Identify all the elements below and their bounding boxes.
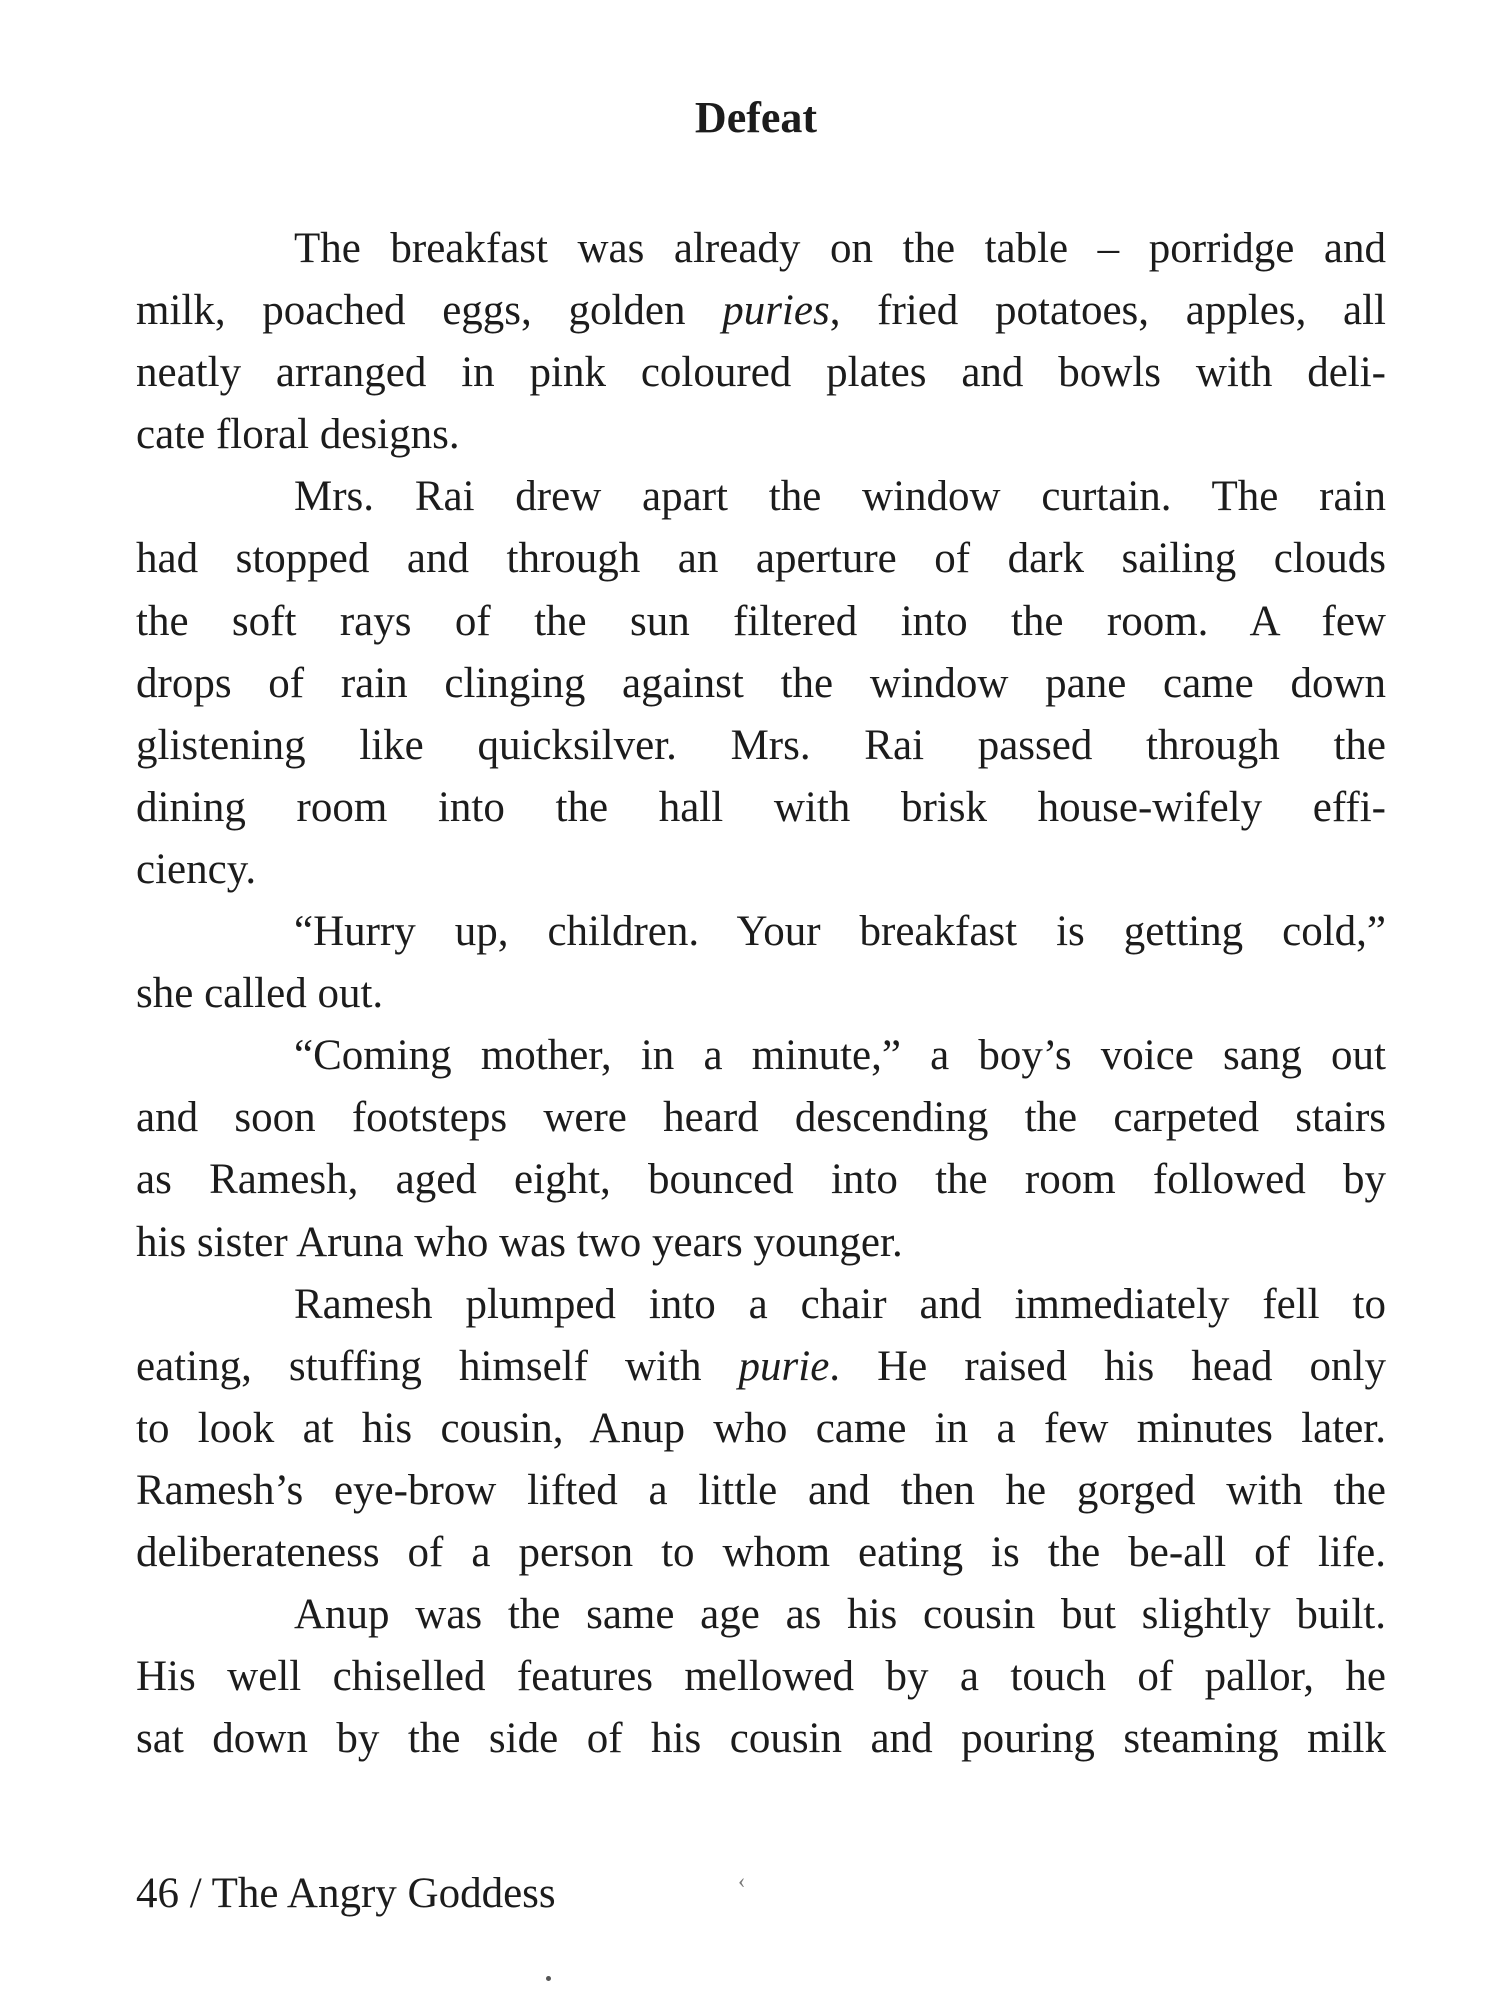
- text-line: eating, stuffing himself with purie. He raised his head only: [136, 1342, 1387, 1390]
- text-line: the soft rays of the sun filtered into the room. A few: [136, 597, 1386, 645]
- text-line: had stopped and through an aperture of dark sailing clouds: [136, 535, 1386, 583]
- text-line: glistening like quicksilver. Mrs. Rai passed through the: [136, 721, 1386, 769]
- text-line: sat down by the side of his cousin and pouring steaming milk: [136, 1715, 1386, 1763]
- text-line: Anup was the same age as his cousin but slightly built.: [294, 1591, 1386, 1639]
- chapter-title: Defeat: [694, 93, 818, 142]
- scan-speck: ‹: [738, 1868, 746, 1893]
- text-line: she called out.: [136, 970, 384, 1018]
- text-line: “Coming mother, in a minute,” a boy’s voice sang out: [294, 1032, 1386, 1080]
- text-line: neatly arranged in pink coloured plates and bowls with deli-: [136, 349, 1386, 397]
- text-line: to look at his cousin, Anup who came in a few minutes later.: [136, 1404, 1386, 1452]
- text-line: The breakfast was already on the table – porridge and: [294, 225, 1386, 272]
- text-line: his sister Aruna who was two years younger.: [136, 1218, 903, 1266]
- text-line: cate floral designs.: [136, 411, 460, 459]
- text-line: His well chiselled features mellowed by a touch of pallor, he: [136, 1653, 1386, 1701]
- text-line: and soon footsteps were heard descending the carpeted stairs: [136, 1094, 1386, 1142]
- text-line: Mrs. Rai drew apart the window curtain. The rain: [294, 473, 1386, 521]
- text-line: deliberateness of a person to whom eating is the be-all of life.: [136, 1528, 1386, 1576]
- text-line: Ramesh’s eye-brow lifted a little and then he gorged with the: [136, 1466, 1386, 1514]
- text-line: “Hurry up, children. Your breakfast is getting cold,”: [294, 908, 1386, 956]
- text-line: milk, poached eggs, golden puries, fried potatoes, apples, all: [136, 287, 1386, 335]
- text-line: dining room into the hall with brisk house-wifely effi-: [136, 783, 1386, 831]
- text-line: Ramesh plumped into a chair and immediately fell to: [294, 1280, 1386, 1328]
- page-footer: 46 / The Angry Goddess: [136, 1870, 556, 1917]
- body-text: [136, 218, 1386, 1770]
- scan-dot: [546, 1976, 551, 1981]
- text-line: drops of rain clinging against the window pane came down: [136, 659, 1386, 707]
- text-line: as Ramesh, aged eight, bounced into the room followed by: [136, 1156, 1386, 1204]
- text-line: ciency.: [136, 845, 257, 893]
